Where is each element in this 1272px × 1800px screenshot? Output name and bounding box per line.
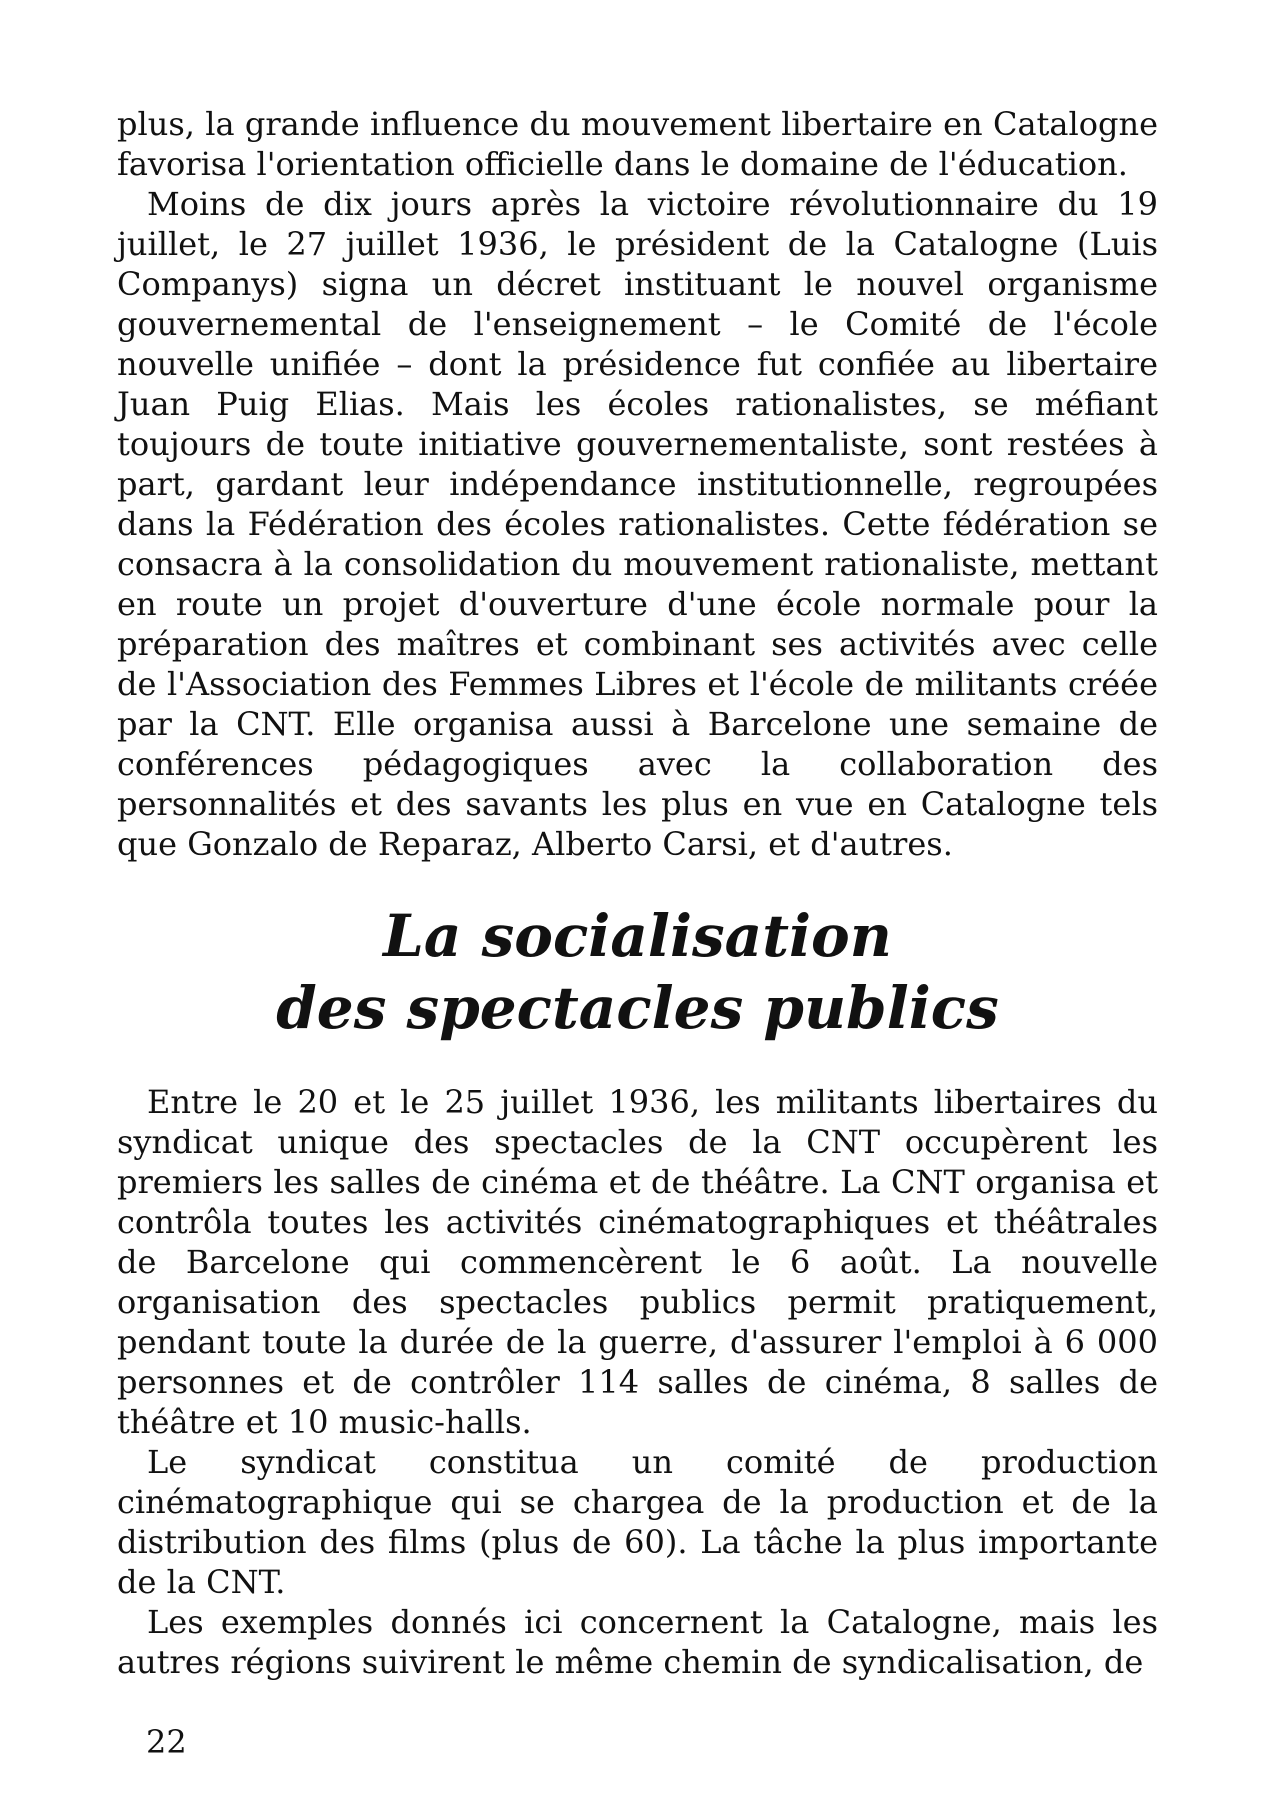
- section-title: [117, 900, 1158, 1044]
- section-title-line-2: des spectacles publics: [276, 974, 999, 1042]
- paragraph-film-committee: Le syndicat constitua un comité de production cinématographique qui se chargea de la production et de la distribution des films (plus de 60). La tâche la plus importante de la CNT.: [117, 1443, 1158, 1601]
- section-title-line-1: La socialisation: [383, 902, 892, 970]
- paragraph-continuation: plus, la grande influence du mouvement libertaire en Catalogne favorisa l'orientation officielle dans le domaine de l'éducation.: [117, 105, 1158, 183]
- page-body: [117, 104, 1158, 1682]
- paragraph-cnt-spectacles: Entre le 20 et le 25 juillet 1936, les militants libertaires du syndicat unique des spectacles de la CNT occupèrent les premiers les salles de cinéma et de théâtre. La CNT organisa et contrôla toutes les activités cinématographiques et théâtrales de Barcelone qui commencèrent le 6 août. La nouvelle organisation des spectacles publics permit pratiquement, pendant toute la durée de la guerre, d'assurer l'emploi à 6 000 personnes et de contrôler 114 salles de cinéma, 8 salles de théâtre et 10 music-halls.: [117, 1083, 1158, 1441]
- paragraph-education-committee: Moins de dix jours après la victoire révolutionnaire du 19 juillet, le 27 juillet 1936, le président de la Catalogne (Luis Companys) signa un décret instituant le nouvel organisme gouvernemental de l'enseignement – le Comité de l'école nouvelle unifiée – dont la présidence fut confiée au libertaire Juan Puig Elias. Mais les écoles rationalistes, se méfiant toujours de toute initiative gouvernementaliste, sont restées à part, gardant leur indépendance institutionnelle, regroupées dans la Fédération des écoles rationalistes. Cette fédération se consacra à la consolidation du mouvement rationaliste, mettant en route un projet d'ouverture d'une école normale pour la préparation des maîtres et combinant ses activités avec celle de l'Association des Femmes Libres et l'école de militants créée par la CNT. Elle organisa aussi à Barcelone une semaine de conférences pédagogiques avec la collaboration des personnalités et des savants les plus en vue en Catalogne tels que Gonzalo de Reparaz, Alberto Carsi, et d'autres.: [117, 185, 1158, 863]
- paragraph-other-regions: Les exemples donnés ici concernent la Catalogne, mais les autres régions suivirent le même chemin de syndicalisation, de: [117, 1603, 1158, 1681]
- page-number: 22: [146, 1723, 187, 1761]
